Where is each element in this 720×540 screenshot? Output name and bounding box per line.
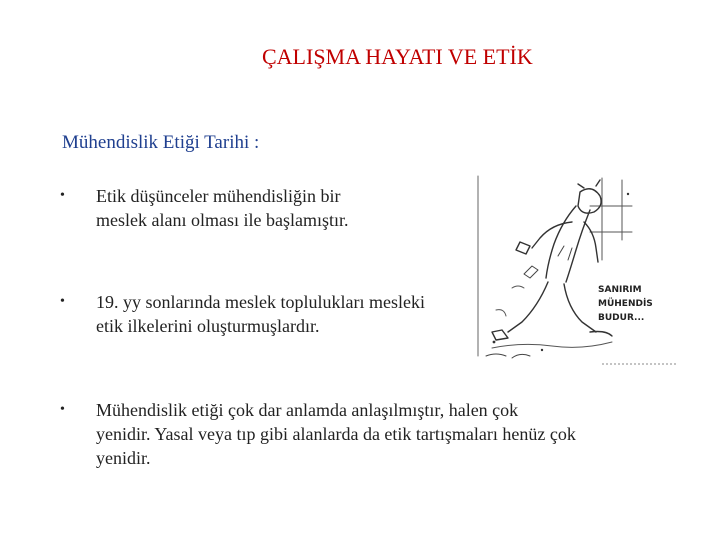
bullet-text: Mühendislik etiği çok dar anlamda anlaşılmıştır, halen çok yenidir. Yasal veya tıp gibi alanlarda da etik tartışmaları henüz çok yenidir.: [96, 400, 576, 468]
engineer-sketch-icon: [472, 170, 680, 370]
bullet-text: Etik düşünceler mühendisliğin bir meslek alanı olması ile başlamıştır.: [96, 186, 349, 230]
figure-caption-line: MÜHENDİS: [598, 299, 653, 309]
figure-caption-line: SANIRIM: [598, 285, 642, 295]
bullet-marker: •: [60, 188, 65, 203]
figure-caption-line: BUDUR...: [598, 313, 645, 323]
bullet-marker: •: [60, 294, 65, 309]
bullet-marker: •: [60, 402, 65, 417]
engineer-sketch-image: [472, 170, 680, 370]
slide-subtitle: Mühendislik Etiği Tarihi :: [62, 132, 260, 153]
slide-title: ÇALIŞMA HAYATI VE ETİK: [262, 44, 533, 69]
bullet-text: 19. yy sonlarında meslek toplulukları mesleki etik ilkelerini oluşturmuşlardır.: [96, 292, 425, 336]
